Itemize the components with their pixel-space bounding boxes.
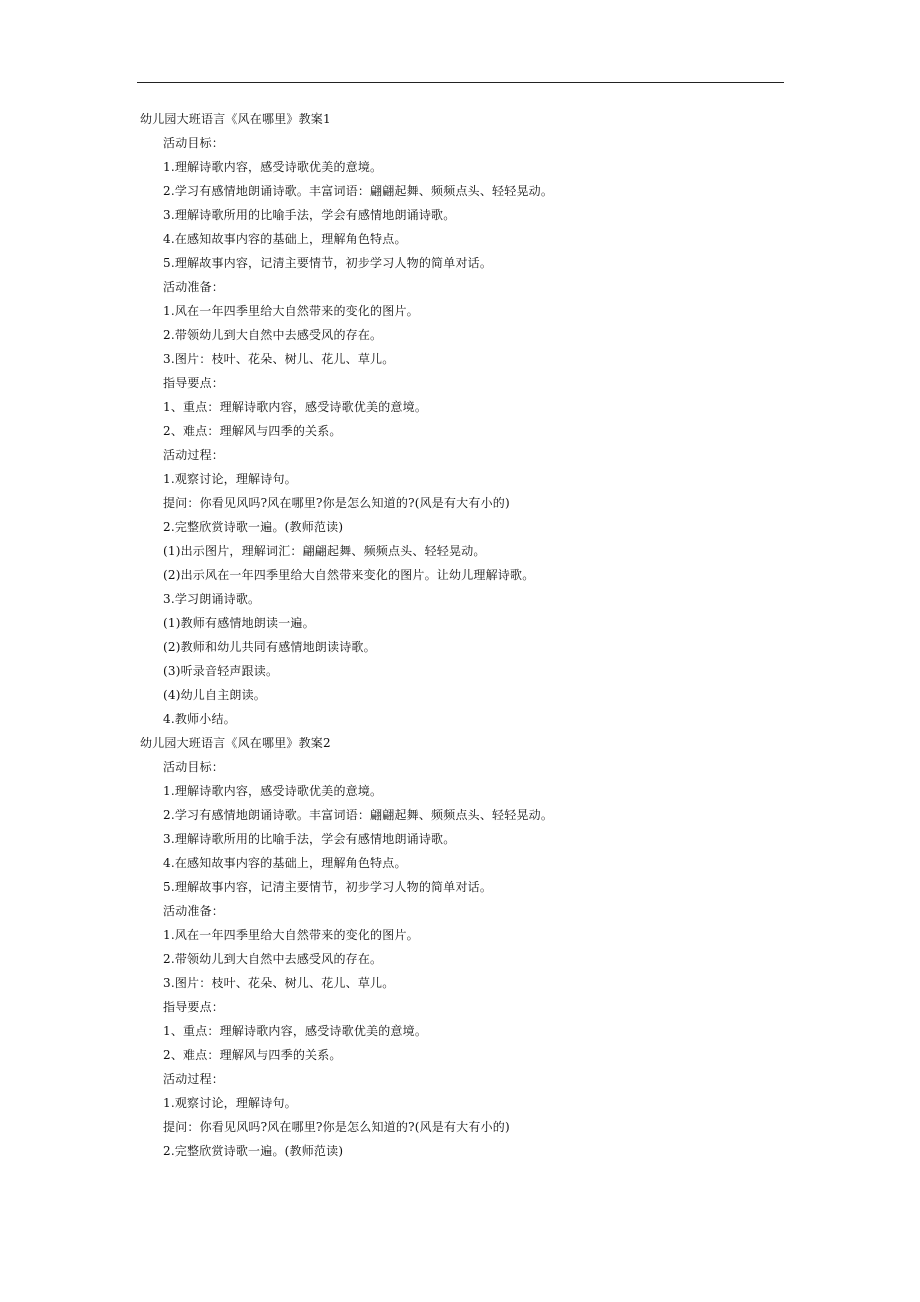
text-line: 3.理解诗歌所用的比喻手法，学会有感情地朗诵诗歌。	[163, 208, 456, 222]
document-body	[0, 107, 920, 1163]
text-line: (2)出示风在一年四季里给大自然带来变化的图片。让幼儿理解诗歌。	[163, 568, 535, 582]
text-line: (3)听录音轻声跟读。	[163, 664, 279, 678]
text-line: 2、难点：理解风与四季的关系。	[163, 424, 342, 438]
text-line: 4.教师小结。	[163, 712, 236, 726]
text-line: 5.理解故事内容，记清主要情节，初步学习人物的简单对话。	[163, 256, 493, 270]
text-line: 4.在感知故事内容的基础上，理解角色特点。	[163, 856, 407, 870]
text-line: 2.完整欣赏诗歌一遍。(教师范读)	[163, 520, 344, 534]
text-line: 活动过程：	[163, 448, 225, 462]
text-line: (1)出示图片，理解词汇：翩翩起舞、频频点头、轻轻晃动。	[163, 544, 486, 558]
text-line: 3.学习朗诵诗歌。	[163, 592, 261, 606]
text-line: 2.学习有感情地朗诵诗歌。丰富词语：翩翩起舞、频频点头、轻轻晃动。	[163, 184, 554, 198]
text-line: 1.风在一年四季里给大自然带来的变化的图片。	[163, 304, 419, 318]
text-line: 1、重点：理解诗歌内容，感受诗歌优美的意境。	[163, 1024, 428, 1038]
text-line: 3.理解诗歌所用的比喻手法，学会有感情地朗诵诗歌。	[163, 832, 456, 846]
text-line: 3.图片：枝叶、花朵、树儿、花儿、草儿。	[163, 976, 395, 990]
text-line: (4)幼儿自主朗读。	[163, 688, 266, 702]
text-line: 2.学习有感情地朗诵诗歌。丰富词语：翩翩起舞、频频点头、轻轻晃动。	[163, 808, 554, 822]
text-line: 活动过程：	[163, 1072, 225, 1086]
text-line: 1.理解诗歌内容，感受诗歌优美的意境。	[163, 784, 383, 798]
text-line: 活动准备：	[163, 280, 225, 294]
text-line: 提问：你看见风吗?风在哪里?你是怎么知道的?(风是有大有小的)	[163, 496, 510, 510]
text-line: 5.理解故事内容，记清主要情节，初步学习人物的简单对话。	[163, 880, 493, 894]
section-title: 幼儿园大班语言《风在哪里》教案2	[140, 736, 331, 750]
text-line: 指导要点：	[163, 376, 225, 390]
text-line: 1、重点：理解诗歌内容，感受诗歌优美的意境。	[163, 400, 428, 414]
text-line: 2.带领幼儿到大自然中去感受风的存在。	[163, 952, 383, 966]
text-line: 活动准备：	[163, 904, 225, 918]
text-line: 1.观察讨论，理解诗句。	[163, 472, 297, 486]
text-line: (1)教师有感情地朗读一遍。	[163, 616, 315, 630]
text-line: 1.风在一年四季里给大自然带来的变化的图片。	[163, 928, 419, 942]
text-line: 1.理解诗歌内容，感受诗歌优美的意境。	[163, 160, 383, 174]
header-rule	[137, 82, 784, 83]
text-line: 活动目标：	[163, 136, 225, 150]
text-line: (2)教师和幼儿共同有感情地朗读诗歌。	[163, 640, 376, 654]
text-line: 4.在感知故事内容的基础上，理解角色特点。	[163, 232, 407, 246]
lesson-plan-section-2	[0, 731, 920, 1163]
text-line: 1.观察讨论，理解诗句。	[163, 1096, 297, 1110]
lesson-plan-section-1	[0, 107, 920, 731]
section-title: 幼儿园大班语言《风在哪里》教案1	[140, 112, 331, 126]
text-line: 3.图片：枝叶、花朵、树儿、花儿、草儿。	[163, 352, 395, 366]
text-line: 2、难点：理解风与四季的关系。	[163, 1048, 342, 1062]
text-line: 2.带领幼儿到大自然中去感受风的存在。	[163, 328, 383, 342]
text-line: 指导要点：	[163, 1000, 225, 1014]
text-line: 2.完整欣赏诗歌一遍。(教师范读)	[163, 1144, 344, 1158]
text-line: 活动目标：	[163, 760, 225, 774]
text-line: 提问：你看见风吗?风在哪里?你是怎么知道的?(风是有大有小的)	[163, 1120, 510, 1134]
